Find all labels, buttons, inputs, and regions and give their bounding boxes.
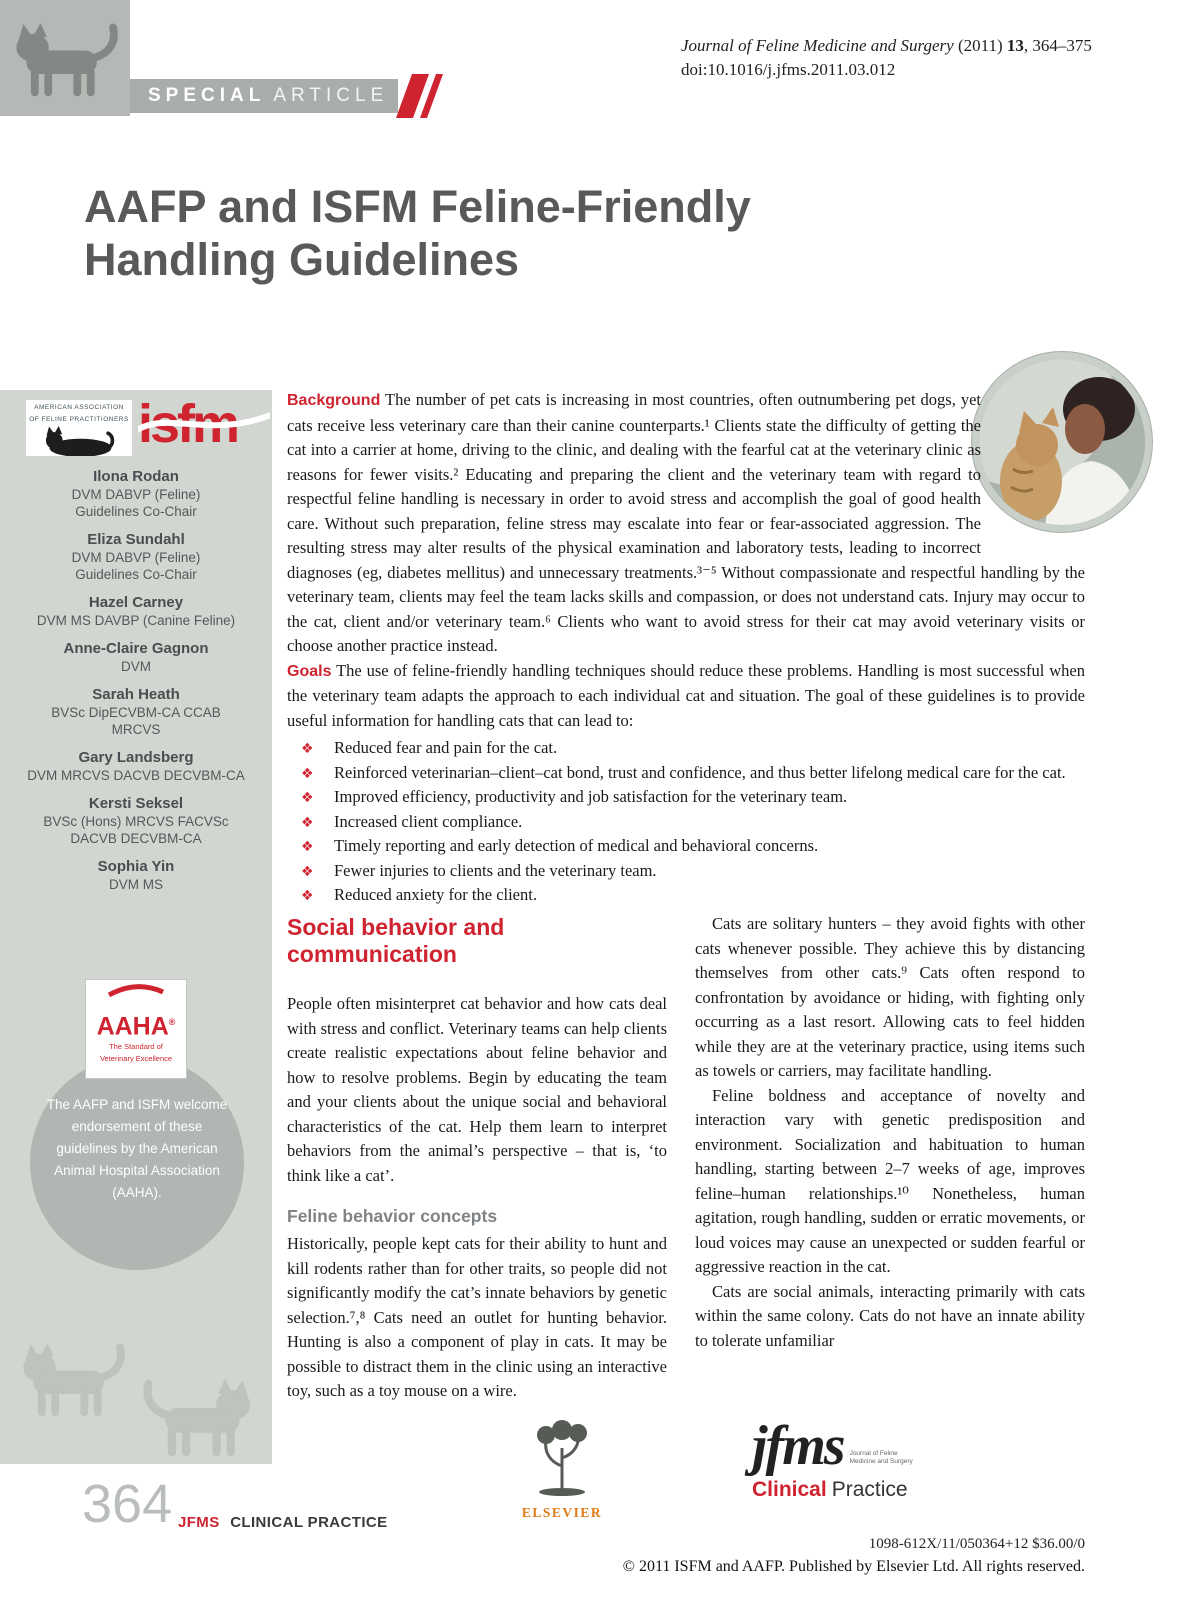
body-paragraph: Cats are solitary hunters – they avoid fights with other cats whenever possible. They achieve this by distancing themselves from other cats.⁹ Cats often respond to confrontation by avoidance or hiding, with fighting only occurring as a last resort. Allowing cats to feel hidden while they are at the veterinary practice, using items such as towels or carriers, may facilitate handling. <box>695 914 1085 1080</box>
jfms-logo <box>752 1416 913 1502</box>
journal-brand <box>178 1514 388 1531</box>
volume-number: 13 <box>1006 36 1024 55</box>
aaha-tagline-2: Veterinary Excellence <box>99 1054 173 1064</box>
author-entry: Gary Landsberg DVM MRCVS DACVB DECVBM-CA <box>27 749 245 783</box>
aaha-swoosh-icon <box>105 980 167 998</box>
cat-silhouette-icon <box>16 1342 128 1418</box>
doi-line: doi:10.1016/j.jfms.2011.03.012 <box>681 60 896 79</box>
issn-price-line: 1098-612X/11/050364+12 $36.00/0 <box>868 1536 1085 1552</box>
body-paragraph: Historically, people kept cats for their ability to hunt and kill rodents rather than for other traits, so people did not significantly modify the cat’s innate behaviors by genetic selection.⁷,⁸ Cats need an outlet for hunting behavior. Hunting is also a component of play in cats. It may be possible to distract them in the clinic using an interactive toy, such as a toy mouse on a wire. <box>287 1234 667 1400</box>
clinical-practice-label: CLINICAL PRACTICE <box>230 1514 388 1531</box>
special-article-banner <box>130 79 398 113</box>
jfms-wordmark: jfms <box>752 1415 844 1477</box>
jfms-logo-tagline: Journal of Feline Medicine and Surgery <box>849 1450 913 1465</box>
author-entry: Sophia Yin DVM MS <box>97 858 175 892</box>
special-label: SPECIAL <box>148 85 266 106</box>
subsection-heading: Feline behavior concepts <box>287 1206 498 1226</box>
aafp-logo <box>26 400 132 456</box>
isfm-swoosh-icon <box>138 394 270 456</box>
aaha-logo-word: AAHA <box>96 1012 169 1041</box>
journal-name: Journal of Feline Medicine and Surgery <box>681 36 954 55</box>
cat-silhouette-icon <box>140 1378 258 1458</box>
article-label: ARTICLE <box>273 85 389 106</box>
right-column <box>695 912 1085 1353</box>
aaha-tagline-1: The Standard of <box>109 1042 163 1052</box>
author-entry: Hazel Carney DVM MS DAVBP (Canine Feline) <box>36 594 236 628</box>
elsevier-logo <box>516 1420 608 1521</box>
jfms-brand-label: JFMS <box>178 1514 220 1531</box>
aafp-logo-text-2: OF FELINE PRACTITIONERS <box>29 416 129 423</box>
page-title: AAFP and ISFM Feline-Friendly Handling Guidelines <box>84 181 751 286</box>
page-number: 364 <box>82 1474 173 1534</box>
cat-silhouette-icon <box>8 22 122 98</box>
goal-item: ❖ Fewer injuries to clients and the veterinary team. <box>287 859 1085 884</box>
isfm-logo <box>138 394 270 456</box>
author-entry: Kersti Seksel BVSc (Hons) MRCVS FACVSc DACVB DECVBM-CA <box>43 795 229 846</box>
author-list <box>0 468 272 904</box>
goals-paragraph: Goals The use of feline-friendly handling techniques should reduce these problems. Handling is most successful when the veterinary team adapts the approach to each individual cat and situation. The goal of these guidelines is to provide useful information for handling cats that can lead to: <box>287 660 1085 730</box>
isfm-logo-word: isfm <box>138 394 238 454</box>
clinical-practice-wordmark: Clinical Practice <box>752 1478 908 1501</box>
aafp-logo-text-1: AMERICAN ASSOCIATION <box>34 404 124 411</box>
body-paragraph: Cats are social animals, interacting primarily with cats within the same colony. Cats do not have an innate ability to tolerate unfamiliar <box>695 1281 1085 1350</box>
aaha-logo <box>86 980 186 1078</box>
author-entry: Sarah Heath BVSc DipECVBM-CA CCAB MRCVS <box>51 686 221 737</box>
copyright-line: © 2011 ISFM and AAFP. Published by Elsevier Ltd. All rights reserved. <box>622 1558 1085 1575</box>
aafp-cat-icon <box>36 426 122 456</box>
header-cat-banner <box>0 0 130 116</box>
elsevier-tree-icon <box>530 1420 594 1498</box>
left-column <box>287 912 667 1404</box>
citation-line1: Journal of Feline Medicine and Surgery (2011) 13, 364–375 <box>681 36 1092 55</box>
section-heading: Social behavior and communication <box>287 914 505 967</box>
background-paragraph: Background The number of pet cats is increasing in most countries, often outnumbering pet dogs, yet cats receive less veterinary care than their canine counterparts.¹ Clients state the difficulty of getting the cat into a carrier at home, driving to the clinic, and dealing with the fearful cat at the veterinary clinic as reasons for fewer visits.² Educating and preparing the client and the veterinary team with regard to respectful feline handling is necessary in order to avoid stress and accomplish the goal of good health care. Without such preparation, feline stress may escalate into fear or fear-associated aggression. The resulting stress may alter results of the physical examination and laboratory tests, leading to incorrect diagnoses (eg, diabetes mellitus) and unnecessary treatments.³⁻⁵ Without compassionate and respectful handling by the veterinary team, clients may feel the team lacks skills and compassion, or does not understand cats. Injury may occur to the cat, client and/or veterinary team.⁶ Clients who want to avoid stress for their cat may avoid veterinary visits or choose another practice instead. <box>287 390 1085 655</box>
author-entry: Ilona Rodan DVM DABVP (Feline) Guidelines Co-Chair <box>71 468 201 519</box>
goals-list <box>287 736 1085 908</box>
journal-citation <box>681 34 1092 82</box>
author-entry: Anne-Claire Gagnon DVM <box>63 640 209 674</box>
abstract-block <box>287 388 1085 908</box>
elsevier-wordmark: ELSEVIER <box>521 1505 603 1520</box>
goal-item: ❖ Reduced fear and pain for the cat. <box>287 736 1085 761</box>
goal-item: ❖ Reinforced veterinarian–client–cat bond, trust and confidence, and thus better lifelong medical care for the cat. <box>287 761 1085 786</box>
body-paragraph: People often misinterpret cat behavior and how cats deal with stress and conflict. Veterinary teams can help clients create realistic expectations about feline behavior and how to resolve problems. Begin by educating the team and your clients about the unique social and behavioral characteristics of the cat. Help them learn to interpret behaviors from the animal’s perspective – that is, ‘to think like a cat’. <box>287 994 667 1185</box>
aaha-endorsement-text: The AAFP and ISFM welcome endorsement of these guidelines by the American Animal Hospital Association (AAHA). <box>46 1097 228 1200</box>
author-sidebar <box>0 390 272 1464</box>
body-paragraph: Feline boldness and acceptance of novelty and interaction vary with genetic predisposition and environment. Socialization and habituation to human handling, starting between 2–7 weeks of age, improves feline–human relationships.¹⁰ Nonetheless, human agitation, rough handling, sudden or erratic movements, or loud voices may cause an unexpected or sudden fearful or aggressive reaction in the cat. <box>695 1085 1085 1276</box>
photo-text-wrap-spacer <box>981 388 1085 538</box>
goal-item: ❖ Improved efficiency, productivity and job satisfaction for the veterinary team. <box>287 785 1085 810</box>
background-label: Background <box>287 392 381 409</box>
goals-label: Goals <box>287 662 332 680</box>
goal-item: ❖ Increased client compliance. <box>287 810 1085 835</box>
goal-item: ❖ Reduced anxiety for the client. <box>287 883 1085 908</box>
goal-item: ❖ Timely reporting and early detection of medical and behavioral concerns. <box>287 834 1085 859</box>
author-entry: Eliza Sundahl DVM DABVP (Feline) Guidelines Co-Chair <box>71 531 201 582</box>
registered-mark: ® <box>168 1017 176 1027</box>
